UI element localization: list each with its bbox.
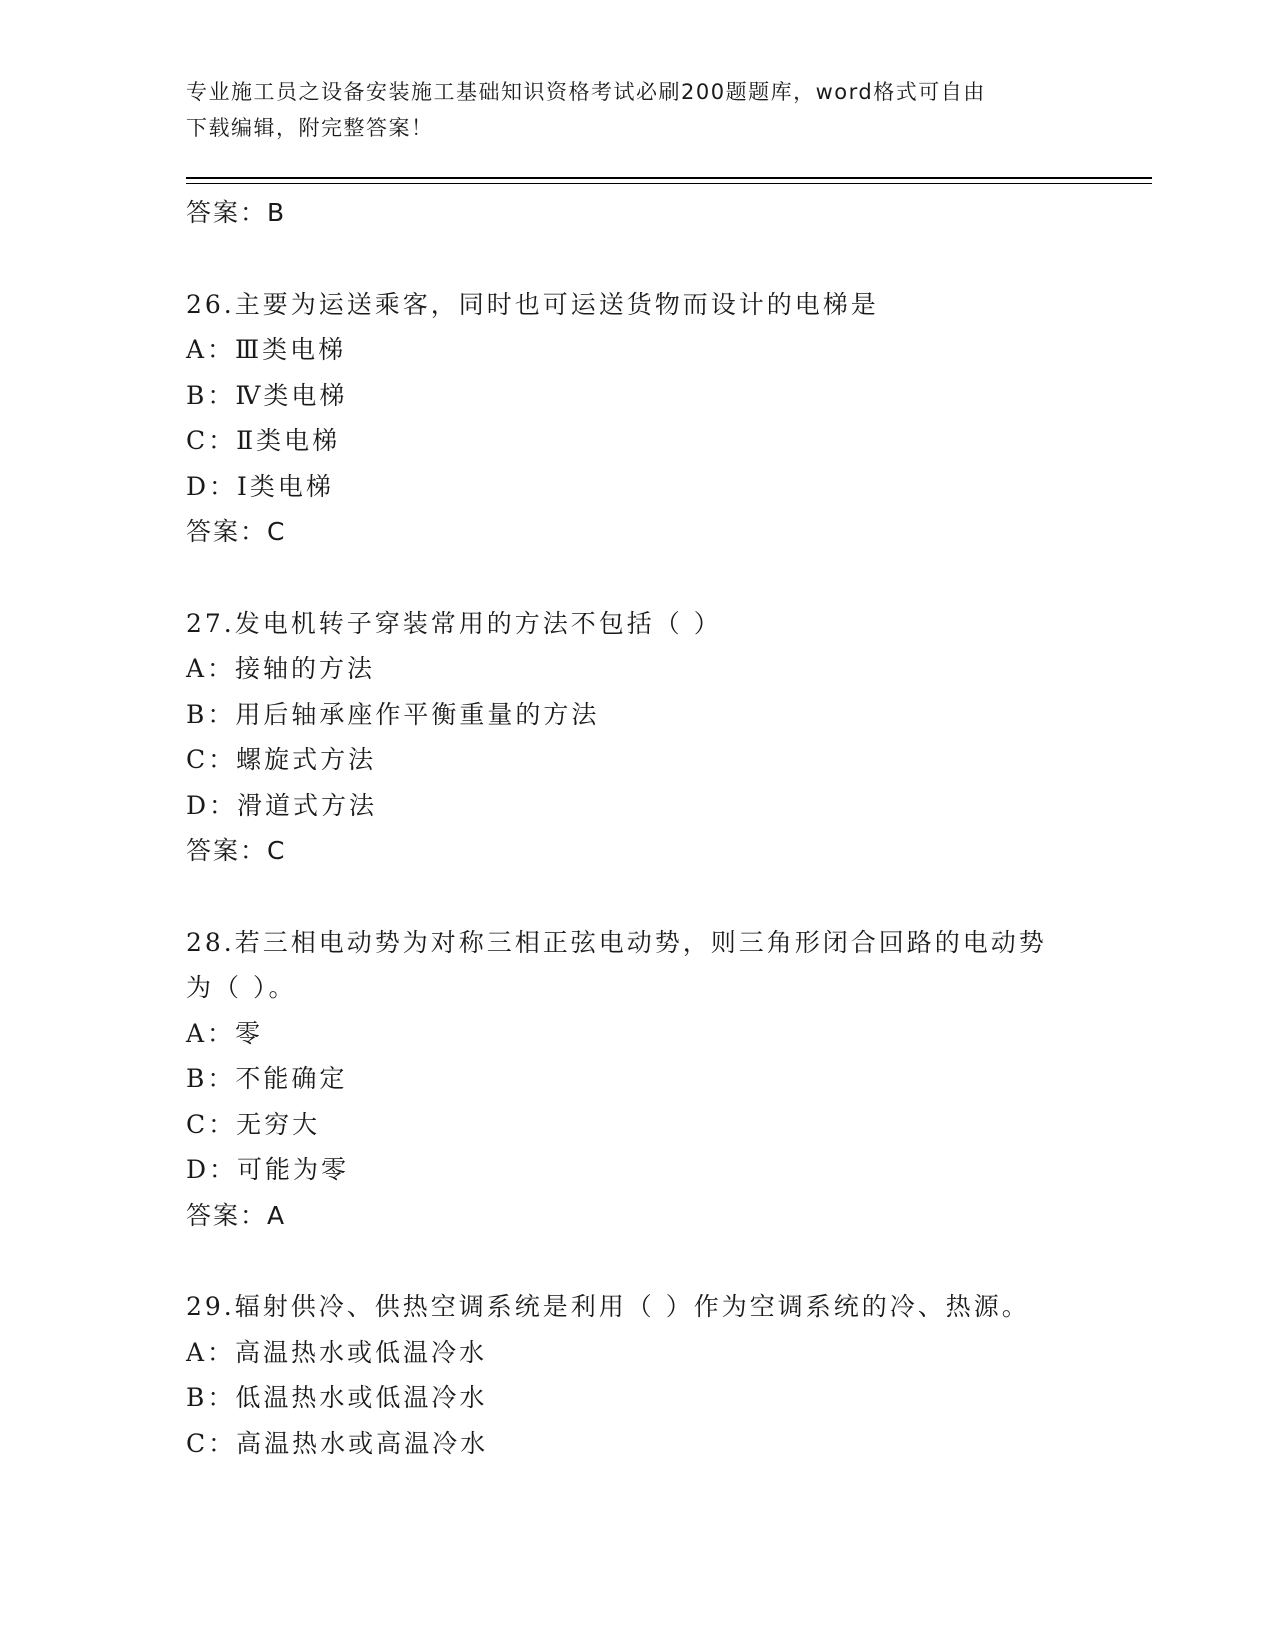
- document-body: [186, 190, 1156, 1466]
- spacer: [186, 555, 1156, 601]
- option-a: A：高温热水或低温冷水: [186, 1337, 488, 1367]
- option-b: B：低温热水或低温冷水: [186, 1383, 488, 1412]
- spacer: [186, 1238, 1156, 1284]
- option-d: D：Ⅰ类电梯: [186, 471, 334, 501]
- question-29: [186, 1284, 1156, 1466]
- question-27: [186, 601, 1156, 874]
- question-text-line-2: 为（ ）。: [186, 973, 297, 1002]
- answer-previous: 答案：B: [186, 198, 287, 227]
- spacer: [186, 874, 1156, 920]
- question-text-line-1: 28.若三相电动势为对称三相正弦电动势，则三角形闭合回路的电动势: [186, 927, 1047, 957]
- header-line-2: 下载编辑，附完整答案！: [186, 116, 434, 140]
- question-text: 27.发电机转子穿装常用的方法不包括（ ）: [186, 608, 722, 638]
- option-b: B：Ⅳ类电梯: [186, 380, 348, 410]
- question-28: [186, 920, 1156, 1239]
- option-b: B：用后轴承座作平衡重量的方法: [186, 699, 600, 729]
- question-text: 29.辐射供冷、供热空调系统是利用（ ）作为空调系统的冷、热源。: [186, 1292, 1030, 1321]
- answer: 答案：C: [186, 517, 287, 546]
- option-d: D：可能为零: [186, 1155, 350, 1184]
- option-a: A：接轴的方法: [186, 654, 376, 683]
- option-a: A：零: [186, 1018, 264, 1048]
- header-rule-thin: [186, 183, 1152, 184]
- option-b: B：不能确定: [186, 1064, 348, 1093]
- header-line-1: 专业施工员之设备安装施工基础知识资格考试必刷200题题库，word格式可自由: [186, 80, 986, 104]
- header-rule-thick: [186, 177, 1152, 179]
- answer: 答案：C: [186, 836, 287, 865]
- spacer: [186, 236, 1156, 282]
- option-c: C：高温热水或高温冷水: [186, 1428, 489, 1458]
- question-text: 26.主要为运送乘客，同时也可运送货物而设计的电梯是: [186, 289, 879, 319]
- option-a: A：Ⅲ类电梯: [186, 335, 347, 364]
- option-c: C：螺旋式方法: [186, 745, 377, 774]
- option-d: D：滑道式方法: [186, 790, 378, 820]
- answer: 答案：A: [186, 1200, 287, 1230]
- option-c: C：Ⅱ类电梯: [186, 426, 341, 455]
- document-header: [186, 74, 1086, 146]
- option-c: C：无穷大: [186, 1109, 321, 1139]
- question-26: [186, 282, 1156, 555]
